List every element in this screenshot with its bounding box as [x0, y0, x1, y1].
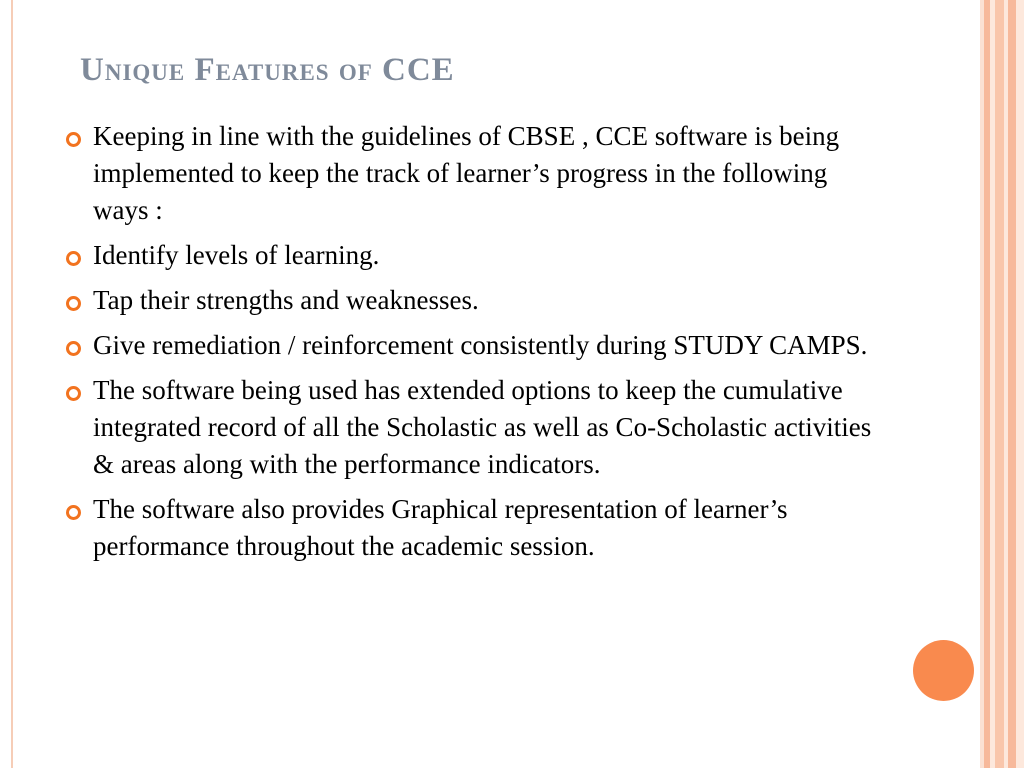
bullet-ring-icon — [66, 132, 81, 147]
decorative-circle — [913, 640, 974, 701]
bullet-ring-icon — [66, 505, 81, 520]
bullet-ring-icon — [66, 251, 81, 266]
decorative-stripe — [1016, 0, 1024, 768]
bullet-text: The software also provides Graphical representation of learner’s performance throughout the academic session. — [93, 494, 788, 561]
bullet-text: The software being used has extended options to keep the cumulative integrated record of all the Scholastic as well as Co-Scholastic activities & areas along with the performance indicators. — [93, 375, 872, 479]
bullet-item — [62, 237, 872, 274]
bullet-item — [62, 372, 872, 483]
bullet-ring-icon — [66, 341, 81, 356]
bullet-text: Tap their strengths and weaknesses. — [93, 285, 479, 315]
bullet-text: Give remediation / reinforcement consistently during STUDY CAMPS. — [93, 330, 868, 360]
bullet-item — [62, 282, 872, 319]
bullet-text: Keeping in line with the guidelines of CBSE , CCE software is being implemented to keep the track of learner’s progress in the following ways : — [93, 121, 840, 225]
decorative-stripe — [995, 0, 1004, 768]
bullet-text: Identify levels of learning. — [93, 240, 380, 270]
bullet-ring-icon — [66, 296, 81, 311]
bullet-item — [62, 118, 872, 229]
bullet-item — [62, 491, 872, 565]
slide-title: Unique Features of CCE — [80, 52, 455, 88]
left-border-line — [11, 0, 13, 768]
bullet-list — [62, 118, 872, 573]
decorative-stripe — [1008, 0, 1016, 768]
bullet-item — [62, 327, 872, 364]
bullet-ring-icon — [66, 386, 81, 401]
